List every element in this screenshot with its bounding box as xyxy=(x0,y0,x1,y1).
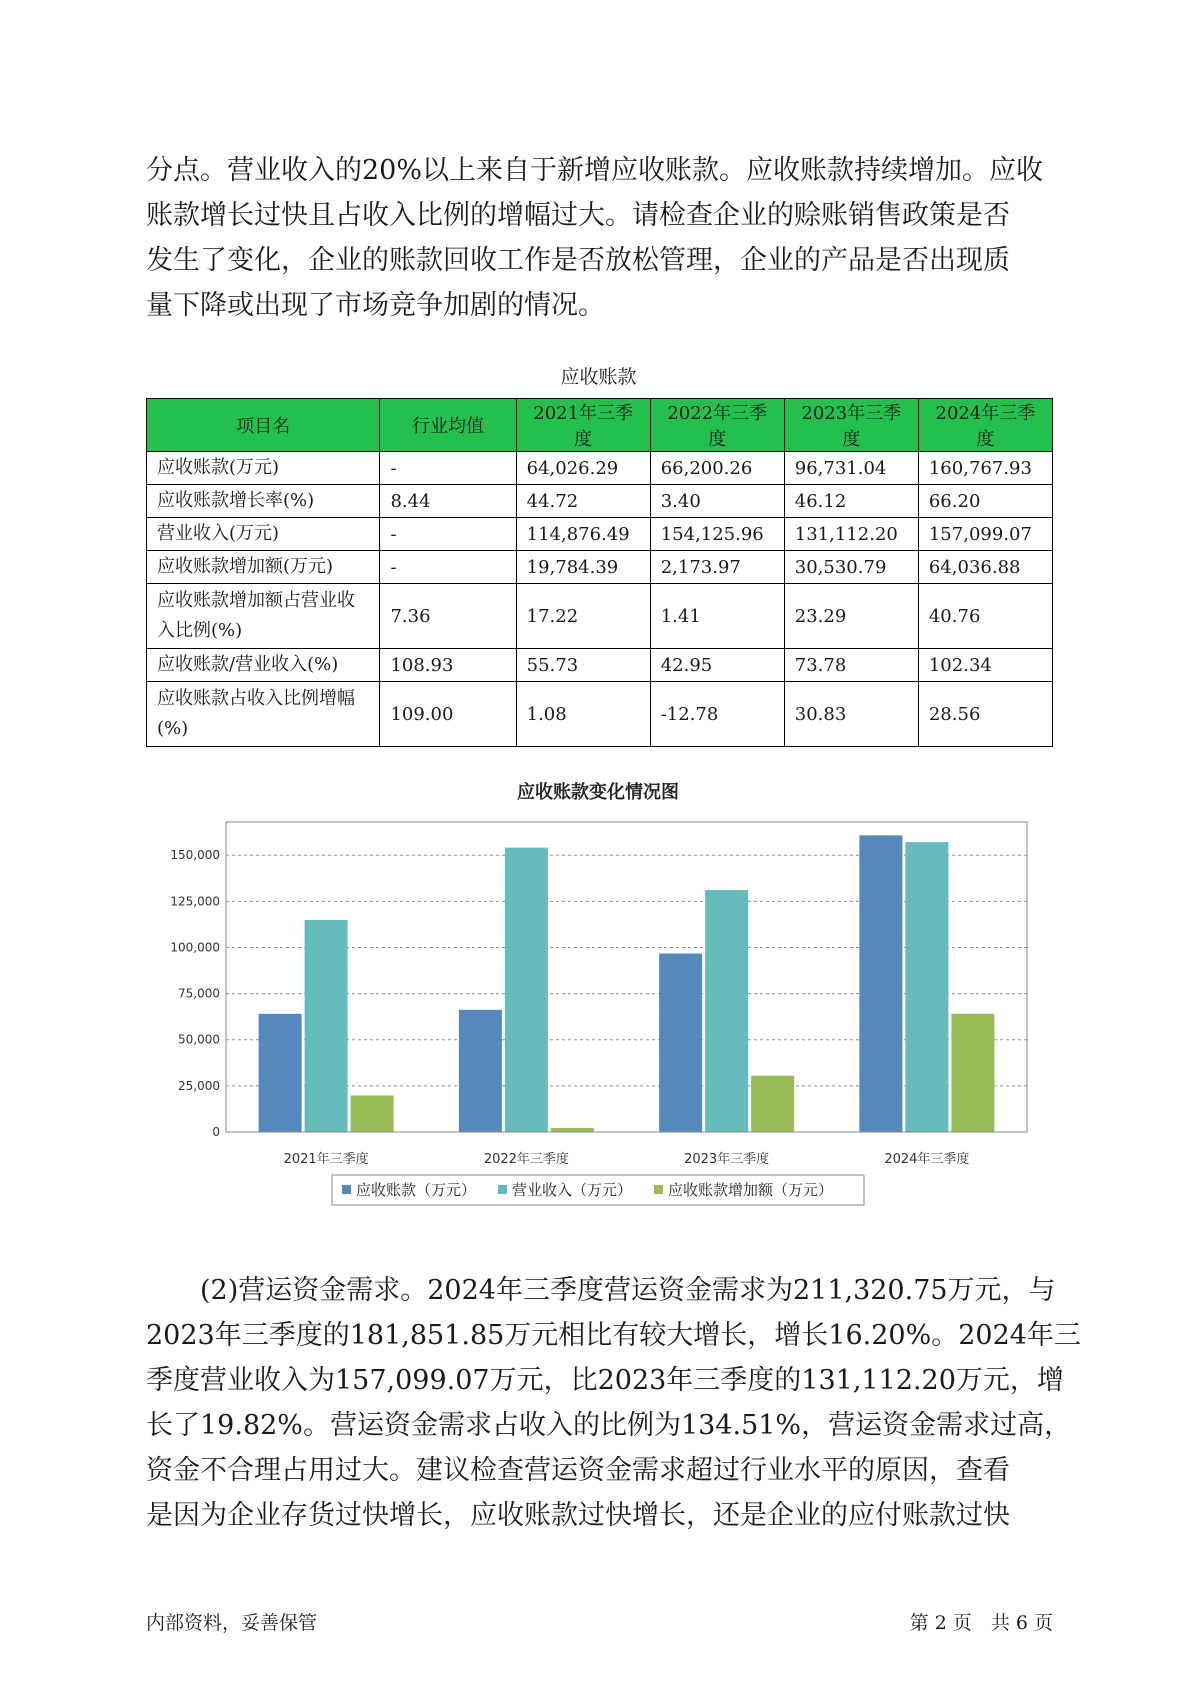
row-label: 应收账款/营业收入(%) xyxy=(147,649,380,682)
table-row xyxy=(147,485,1053,518)
paragraph-line: (2)营运资金需求。2024年三季度营运资金需求为211,320.75万元，与 xyxy=(146,1275,1056,1306)
row-label xyxy=(147,584,380,649)
cell-2022q3: 3.40 xyxy=(650,485,784,518)
cell-2024q3: 28.56 xyxy=(918,682,1052,747)
cell-2023q3: 46.12 xyxy=(784,485,918,518)
x-tick-label: 2021年三季度 xyxy=(283,1152,369,1167)
row-label: 应收账款增加额(万元) xyxy=(147,551,380,584)
cell-2022q3: 42.95 xyxy=(650,649,784,682)
paragraph-line: 2023年三季度的181,851.85万元相比有较大增长，增长16.20%。2024年三 xyxy=(146,1320,1081,1351)
y-tick-label: 125,000 xyxy=(170,894,220,909)
table-row xyxy=(147,584,1053,649)
cell-2022q3: 66,200.26 xyxy=(650,452,784,485)
chart-title: 应收账款变化情况图 xyxy=(517,782,679,803)
legend-swatch xyxy=(654,1185,663,1194)
column-header-industry-avg: 行业均值 xyxy=(380,399,516,452)
chart-legend xyxy=(332,1175,864,1205)
paragraph-receivables-analysis xyxy=(146,148,1051,328)
table-row xyxy=(147,551,1053,584)
paragraph-line: 分点。营业收入的20%以上来自于新增应收账款。应收账款持续增加。应收 xyxy=(146,155,1044,186)
legend-swatch xyxy=(498,1185,507,1194)
row-label xyxy=(147,682,380,747)
column-header-item: 项目名 xyxy=(147,399,380,452)
x-tick-label: 2022年三季度 xyxy=(483,1152,569,1167)
row-label-line: 应收账款占收入比例增幅 xyxy=(157,688,355,709)
bar xyxy=(859,835,902,1132)
bar xyxy=(705,890,748,1132)
cell-industry-avg: 108.93 xyxy=(380,649,516,682)
paragraph-line: 是因为企业存货过快增长，应收账款过快增长，还是企业的应付账款过快 xyxy=(146,1500,1010,1531)
paragraph-working-capital xyxy=(146,1268,1081,1538)
cell-2021q3: 44.72 xyxy=(516,485,650,518)
chart-bars xyxy=(259,835,995,1132)
receivables-bar-chart xyxy=(146,780,1051,1220)
cell-2022q3: 154,125.96 xyxy=(650,518,784,551)
row-label: 应收账款增长率(%) xyxy=(147,485,380,518)
bar xyxy=(305,920,348,1132)
paragraph-line: 资金不合理占用过大。建议检查营运资金需求超过行业水平的原因，查看 xyxy=(146,1455,1010,1486)
column-header-2023q3: 2023年三季度 xyxy=(784,399,918,452)
row-label-line: 应收账款增加额占营业收 xyxy=(157,590,355,611)
y-tick-label: 25,000 xyxy=(178,1078,220,1093)
y-tick-label: 75,000 xyxy=(178,986,220,1001)
cell-2023q3: 30,530.79 xyxy=(784,551,918,584)
paragraph-line: 季度营业收入为157,099.07万元，比2023年三季度的131,112.20万元，增 xyxy=(146,1365,1064,1396)
cell-2022q3: 1.41 xyxy=(650,584,784,649)
cell-2021q3: 17.22 xyxy=(516,584,650,649)
cell-2023q3: 30.83 xyxy=(784,682,918,747)
legend-swatch xyxy=(342,1185,351,1194)
cell-2023q3: 73.78 xyxy=(784,649,918,682)
bar xyxy=(951,1014,994,1132)
cell-2021q3: 55.73 xyxy=(516,649,650,682)
y-tick-label: 0 xyxy=(212,1125,220,1139)
cell-2021q3: 114,876.49 xyxy=(516,518,650,551)
cell-2021q3: 64,026.29 xyxy=(516,452,650,485)
column-header-2022q3: 2022年三季度 xyxy=(650,399,784,452)
row-label: 应收账款(万元) xyxy=(147,452,380,485)
row-label-line: 入比例(%) xyxy=(157,620,243,641)
bar xyxy=(459,1010,502,1132)
cell-2024q3: 160,767.93 xyxy=(918,452,1052,485)
table-row xyxy=(147,649,1053,682)
column-header-2024q3: 2024年三季度 xyxy=(918,399,1052,452)
paragraph-line: 长了19.82%。营运资金需求占收入的比例为134.51%，营运资金需求过高， xyxy=(146,1410,1072,1441)
table-header-row xyxy=(147,399,1053,452)
cell-2023q3: 131,112.20 xyxy=(784,518,918,551)
bar xyxy=(351,1095,394,1132)
footer-page-number: 第 2 页 共 6 页 xyxy=(909,1612,1053,1634)
y-tick-label: 150,000 xyxy=(170,848,220,863)
x-tick-label: 2024年三季度 xyxy=(884,1152,970,1167)
y-axis-ticks xyxy=(170,848,220,1139)
bar xyxy=(551,1128,594,1132)
cell-2024q3: 157,099.07 xyxy=(918,518,1052,551)
cell-2023q3: 23.29 xyxy=(784,584,918,649)
cell-2024q3: 66.20 xyxy=(918,485,1052,518)
cell-2024q3: 102.34 xyxy=(918,649,1052,682)
cell-industry-avg: 109.00 xyxy=(380,682,516,747)
paragraph-line: 发生了变化，企业的账款回收工作是否放松管理，企业的产品是否出现质 xyxy=(146,245,1010,276)
cell-2023q3: 96,731.04 xyxy=(784,452,918,485)
paragraph-line: 量下降或出现了市场竞争加剧的情况。 xyxy=(146,290,605,321)
table-title: 应收账款 xyxy=(560,366,637,388)
legend-label: 应收账款增加额（万元） xyxy=(668,1181,834,1199)
footer-confidential-note: 内部资料，妥善保管 xyxy=(146,1612,318,1634)
bar xyxy=(259,1014,302,1132)
paragraph-line: 账款增长过快且占收入比例的增幅过大。请检查企业的赊账销售政策是否 xyxy=(146,200,1010,231)
column-header-2021q3: 2021年三季度 xyxy=(516,399,650,452)
cell-2021q3: 19,784.39 xyxy=(516,551,650,584)
cell-industry-avg: 8.44 xyxy=(380,485,516,518)
y-tick-label: 50,000 xyxy=(178,1032,220,1047)
cell-2022q3: 2,173.97 xyxy=(650,551,784,584)
cell-industry-avg: - xyxy=(380,452,516,485)
row-label: 营业收入(万元) xyxy=(147,518,380,551)
row-label-line: (%) xyxy=(157,718,189,739)
legend-label: 营业收入（万元） xyxy=(512,1181,633,1199)
x-axis-ticks xyxy=(284,1151,970,1167)
bar xyxy=(905,842,948,1132)
cell-industry-avg: 7.36 xyxy=(380,584,516,649)
cell-2022q3: -12.78 xyxy=(650,682,784,747)
cell-2021q3: 1.08 xyxy=(516,682,650,747)
table-row xyxy=(147,682,1053,747)
table-row xyxy=(147,452,1053,485)
cell-2024q3: 40.76 xyxy=(918,584,1052,649)
receivables-table xyxy=(146,398,1053,747)
y-tick-label: 100,000 xyxy=(170,940,220,955)
cell-industry-avg: - xyxy=(380,518,516,551)
bar xyxy=(659,954,702,1132)
x-tick-label: 2023年三季度 xyxy=(684,1152,770,1167)
table-row xyxy=(147,518,1053,551)
cell-2024q3: 64,036.88 xyxy=(918,551,1052,584)
bar xyxy=(751,1076,794,1132)
legend-label: 应收账款（万元） xyxy=(356,1181,477,1199)
bar xyxy=(505,848,548,1132)
cell-industry-avg: - xyxy=(380,551,516,584)
